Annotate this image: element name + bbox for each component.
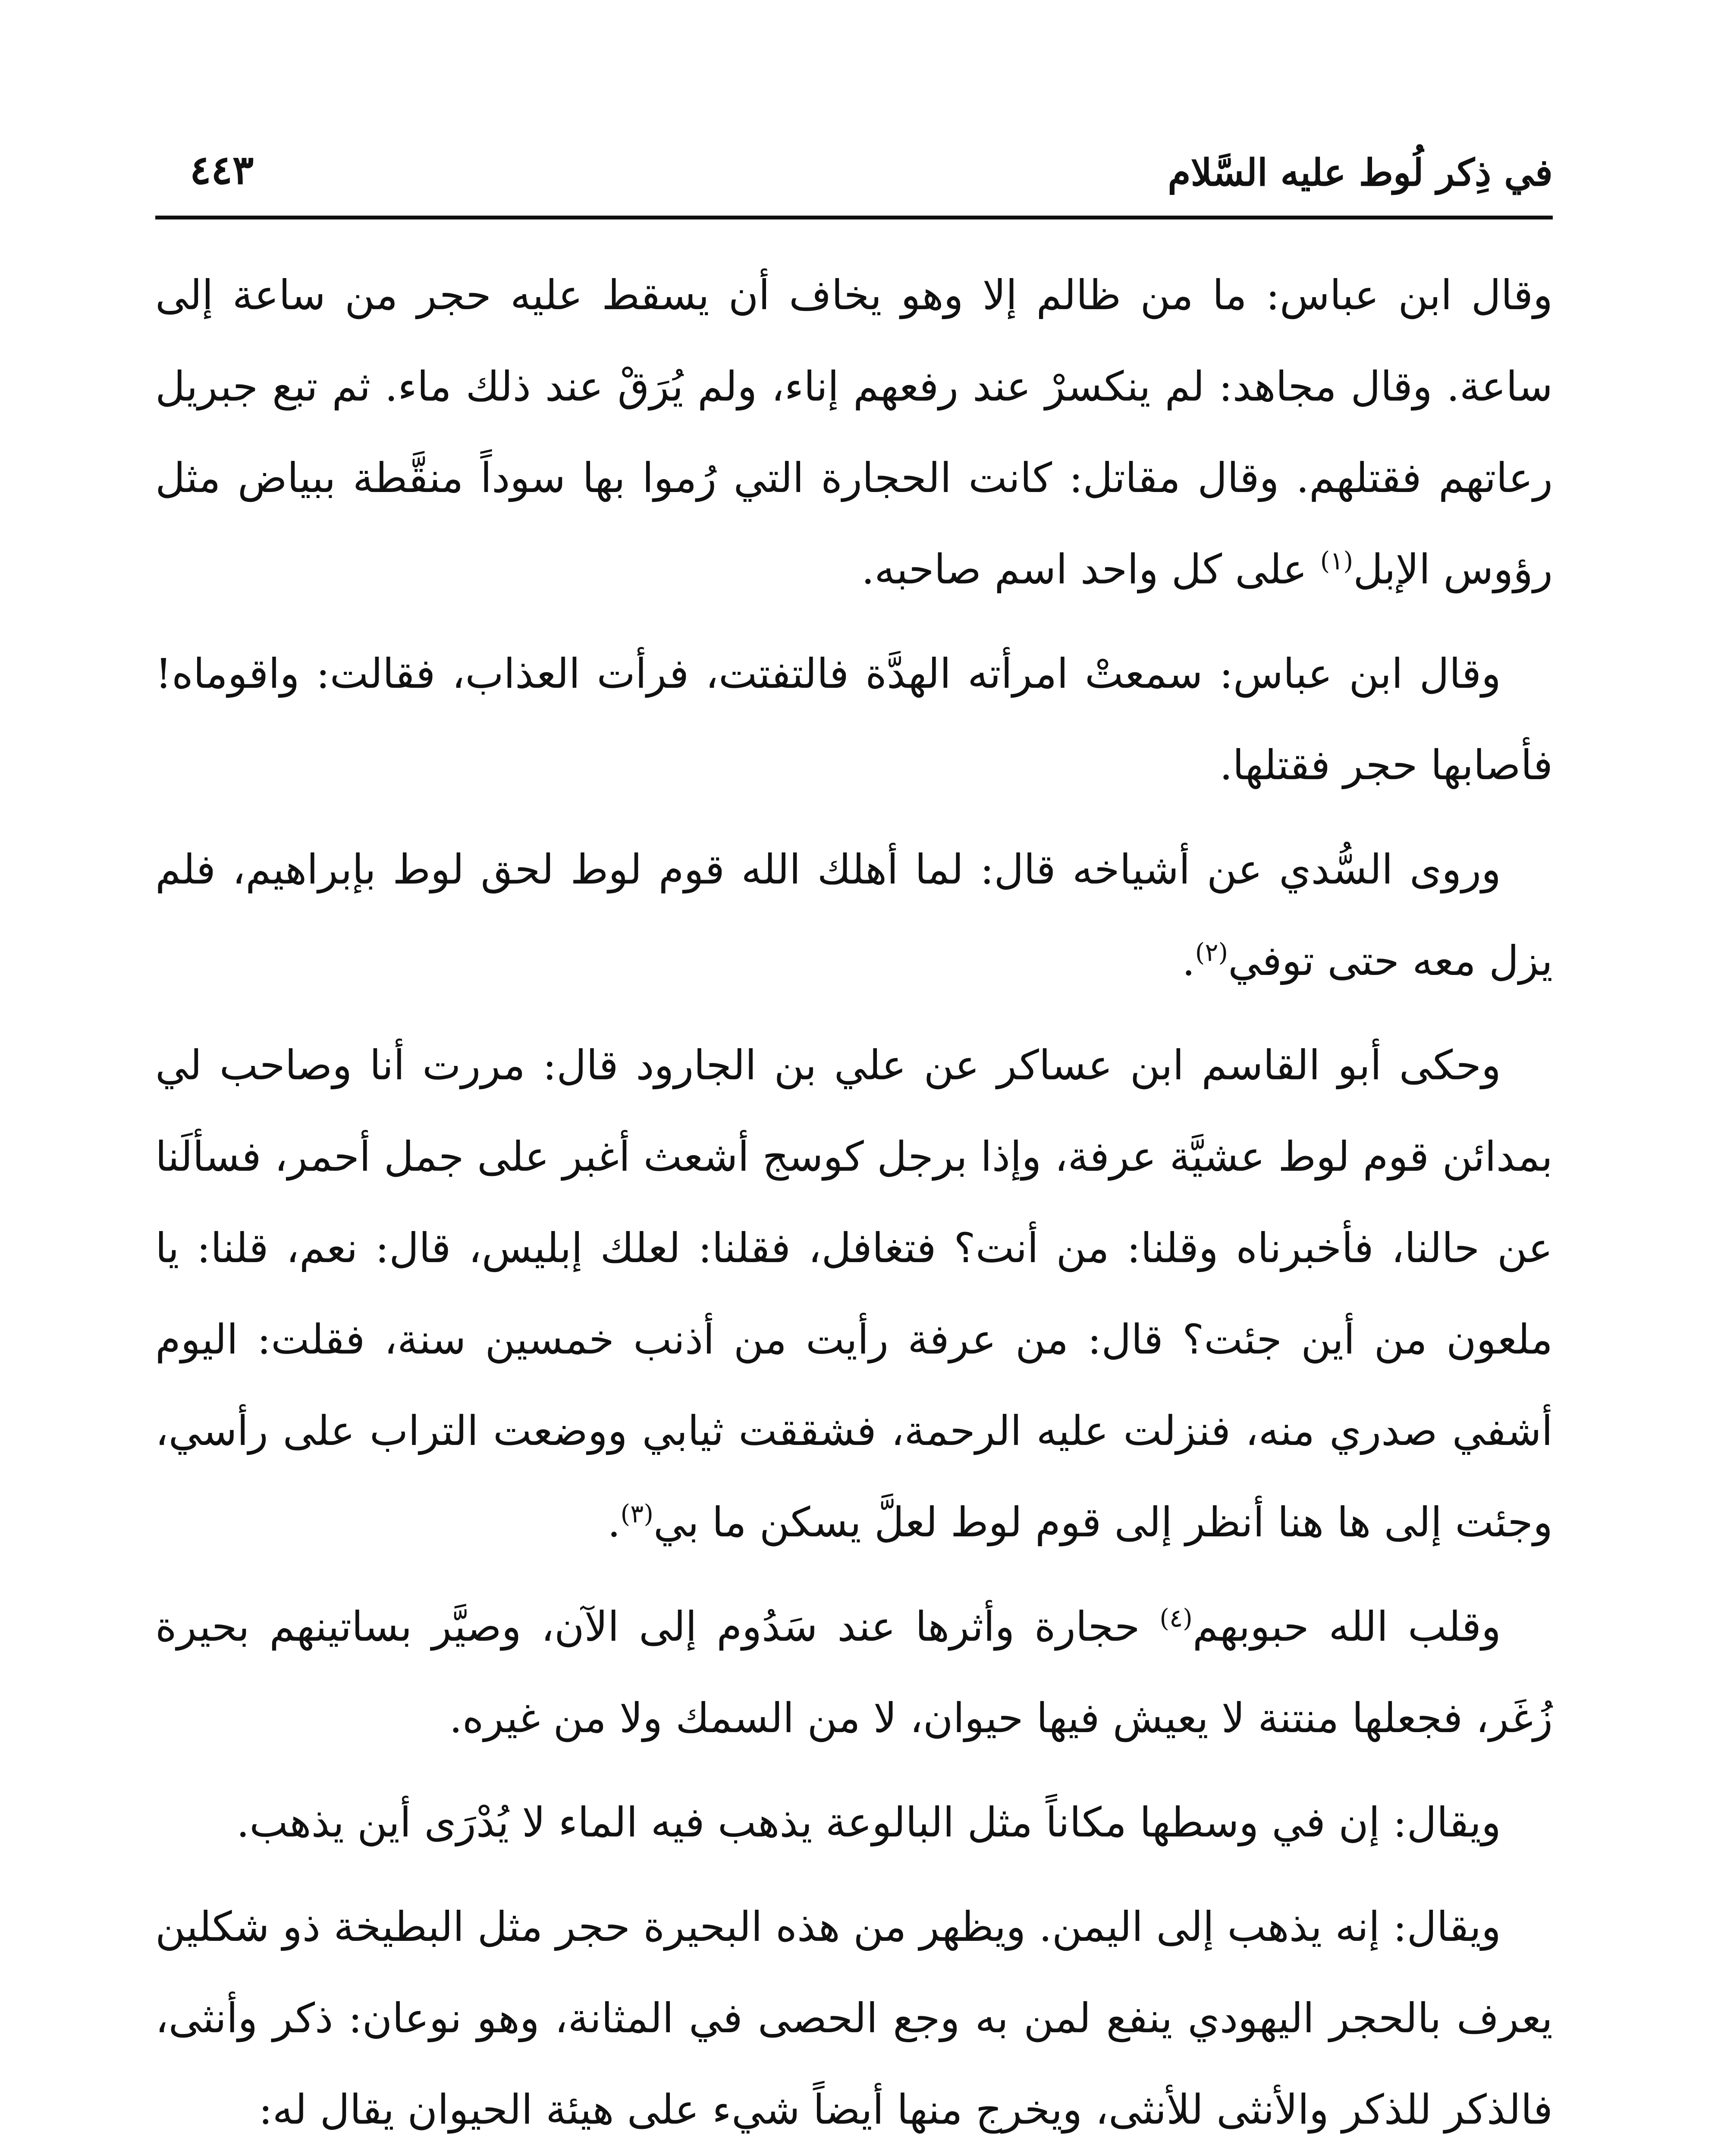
- paragraph-text: وقال ابن عباس: ما من ظالم إلا وهو يخاف أن يسقط عليه حجر من ساعة إلى ساعة. وقال مجاهد: لم ينكسرْ عند رفعهم إناء، ولم يُرَقْ عند ذلك ماء. ثم تبع جبريل رعاتهم فقتلهم. وقال مقاتل: كانت الحجارة التي رُموا بها سوداً منقَّطة ببياض مثل رؤوس الإبل: [155, 272, 1553, 593]
- paragraph-text: وقال ابن عباس: سمعتْ امرأته الهدَّة فالتفتت، فرأت العذاب، فقالت: واقوماه! فأصابها حجر فقتلها.: [155, 650, 1553, 789]
- paragraph-4: [155, 1020, 1553, 1568]
- paragraph-2: [155, 628, 1553, 811]
- paragraph-text-continued: .: [1182, 937, 1195, 985]
- paragraph-3: [155, 824, 1553, 1007]
- paragraph-text: ويقال: إنه يذهب إلى اليمن. ويظهر من هذه البحيرة حجر مثل البطيخة ذو شكلين يعرف بالحجر اليهودي ينفع لمن به وجع الحصى في المثانة، وهو نوعان: ذكر وأنثى، فالذكر للذكر والأنثى للأنثى، ويخرج منها أيضاً شيء على هيئة الحيوان يقال له:: [155, 1903, 1553, 2134]
- paragraph-text: وقلب الله حبوبهم: [1192, 1603, 1501, 1651]
- paragraph-text-continued: على كل واحد اسم صاحبه.: [861, 546, 1320, 593]
- paragraph-text: وحكى أبو القاسم ابن عساكر عن علي بن الجارود قال: مررت أنا وصاحب لي بمدائن قوم لوط عشيَّة عرفة، وإذا برجل كوسج أشعث أغبر على جمل أحمر، فسألَنا عن حالنا، فأخبرناه وقلنا: من أنت؟ فتغافل، فقلنا: لعلك إبليس، قال: نعم، قلنا: يا ملعون من أين جئت؟ قال: من عرفة رأيت من أذنب خمسين سنة، فقلت: اليوم أشفي صدري منه، فنزلت عليه الرحمة، فشققت ثيابي ووضعت التراب على رأسي، وجئت إلى ها هنا أنظر إلى قوم لوط لعلَّ يسكن ما بي: [155, 1042, 1553, 1546]
- paragraph-text: ويقال: إن في وسطها مكاناً مثل البالوعة يذهب فيه الماء لا يُدْرَى أين يذهب.: [236, 1799, 1501, 1846]
- footnote-ref: (٤): [1159, 1603, 1193, 1633]
- paragraph-5: [155, 1581, 1553, 1764]
- footnote-ref: (١): [1320, 546, 1353, 576]
- running-title: في ذِكر لُوط عليه السَّلام: [1168, 151, 1553, 194]
- book-page: [155, 129, 1553, 2156]
- page-header: [155, 129, 1553, 219]
- paragraph-text-continued: .: [607, 1499, 621, 1546]
- paragraph-text-continued: حجارة وأثرها عند سَدُوم إلى الآن، وصيَّر بساتينهم بحيرة زُغَر، فجعلها منتنة لا يعيش فيها حيوان، لا من السمك ولا من غيره.: [155, 1603, 1553, 1742]
- paragraph-7: [155, 1881, 1553, 2156]
- page-number: ٤٤٣: [190, 147, 254, 193]
- paragraph-text: وروى السُّدي عن أشياخه قال: لما أهلك الله قوم لوط لحق لوط بإبراهيم، فلم يزل معه حتى توفي: [155, 846, 1553, 985]
- footnote-ref: (٢): [1195, 937, 1228, 967]
- body-text: [155, 250, 1553, 2156]
- paragraph-6: [155, 1777, 1553, 1868]
- paragraph-1: [155, 250, 1553, 615]
- footnote-ref: (٣): [620, 1499, 653, 1529]
